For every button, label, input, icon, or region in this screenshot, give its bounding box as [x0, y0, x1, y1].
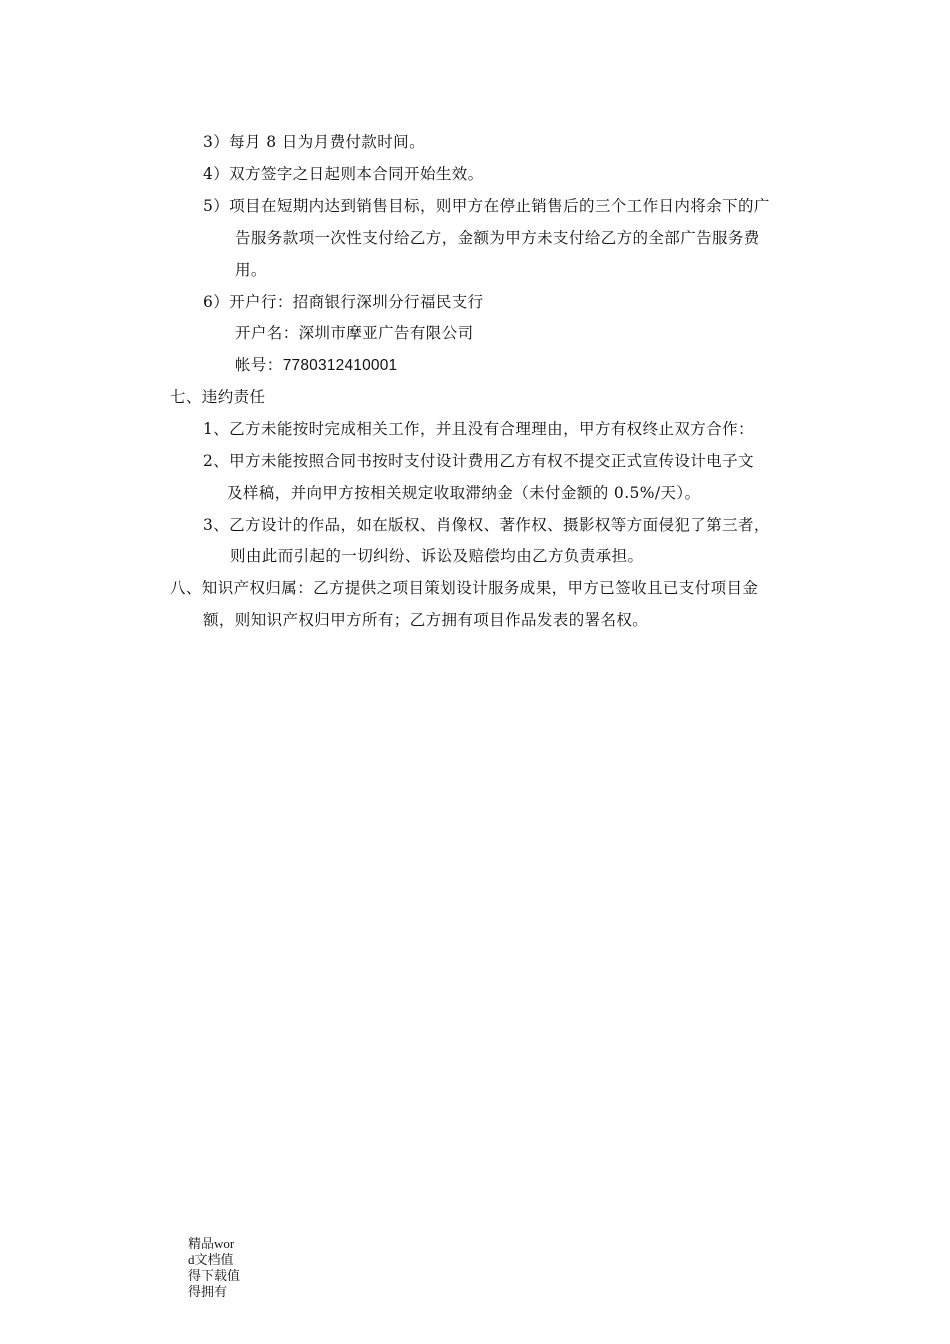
- section-8-line-1: 八、知识产权归属：乙方提供之项目策划设计服务成果，甲方已签收且已支付项目金: [170, 579, 759, 597]
- clause-5-line-1: 5）项目在短期内达到销售目标，则甲方在停止销售后的三个工作日内将余下的广: [203, 197, 770, 215]
- clause-5-line-2: 告服务款项一次性支付给乙方，金额为甲方未支付给乙方的全部广告服务费: [235, 229, 760, 247]
- section-8-line-2: 额，则知识产权归甲方所有；乙方拥有项目作品发表的署名权。: [203, 611, 649, 629]
- section-7-heading: 七、违约责任: [170, 388, 266, 406]
- clause-3-payment-date: 3）每月 8 日为月费付款时间。: [203, 133, 425, 151]
- section-7-item-3-line-2: 则由此而引起的一切纠纷、诉讼及赔偿均由乙方负责承担。: [230, 547, 644, 565]
- account-number-label: 帐号：: [235, 356, 283, 374]
- section-7-item-2-line-2: 及样稿，并向甲方按相关规定收取滞纳金（未付金额的 0.5%/天）。: [227, 484, 701, 502]
- section-7-item-2-line-1: 2、甲方未能按照合同书按时支付设计费用乙方有权不提交正式宣传设计电子文: [203, 452, 754, 470]
- clause-4-effective: 4）双方签字之日起则本合同开始生效。: [203, 165, 484, 183]
- clause-5-line-3: 用。: [235, 261, 267, 279]
- section-7-item-1: 1、乙方未能按时完成相关工作，并且没有合理理由，甲方有权终止双方合作：: [203, 420, 754, 438]
- account-number-row: [235, 355, 397, 376]
- account-name: 开户名：深圳市摩亚广告有限公司: [235, 324, 474, 342]
- clause-6-bank: 6）开户行：招商银行深圳分行福民支行: [203, 293, 484, 311]
- footer-note: 精品word文档值得下载值得拥有: [188, 1236, 241, 1299]
- section-7-item-3-line-1: 3、乙方设计的作品，如在版权、肖像权、著作权、摄影权等方面侵犯了第三者，: [203, 516, 770, 534]
- account-number: 7780312410001: [282, 357, 398, 374]
